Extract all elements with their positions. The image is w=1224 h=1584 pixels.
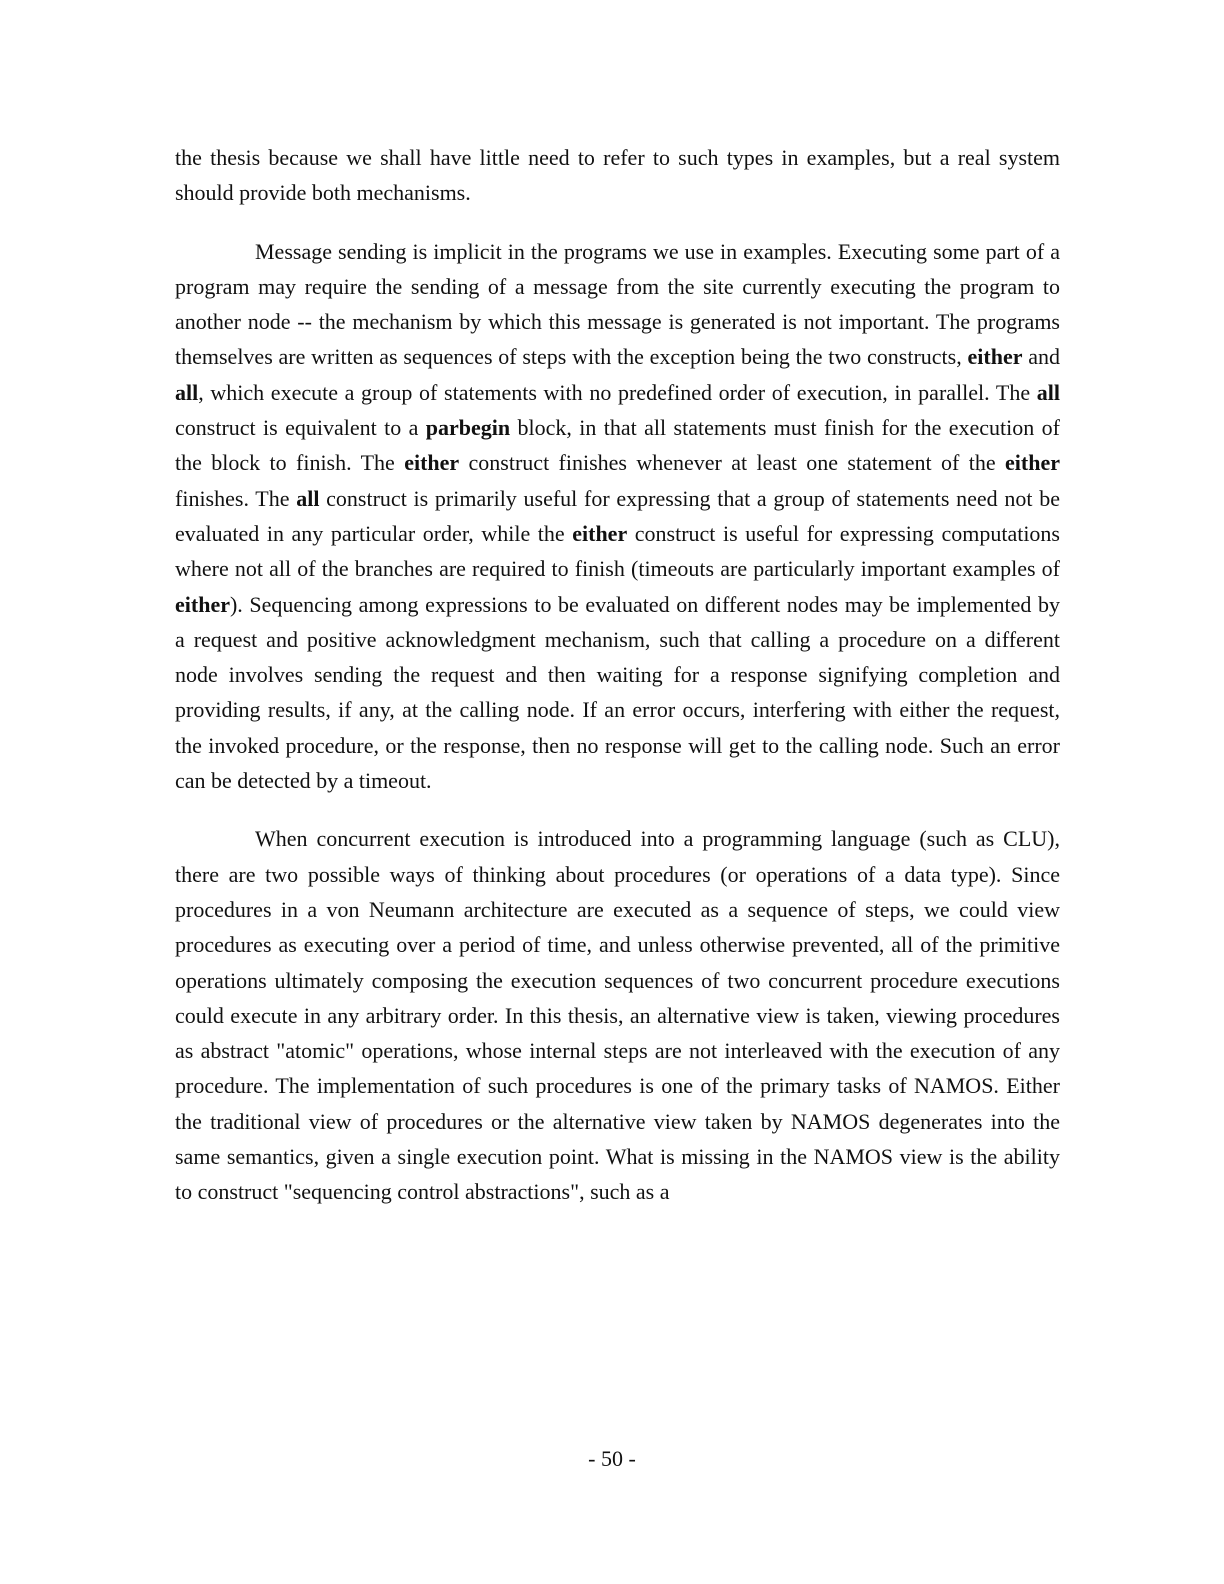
page-body bbox=[175, 140, 1060, 1210]
paragraph-1 bbox=[175, 140, 1060, 211]
paragraph-2-text: construct is primarily useful for expressing that a group of statements need not be evaluated in any particular order, while the bbox=[175, 485, 1060, 546]
paragraph-3 bbox=[175, 821, 1060, 1209]
keyword-either: either bbox=[175, 591, 230, 617]
keyword-all: all bbox=[175, 379, 199, 405]
paragraph-2-text: construct is useful for expressing computations where not all of the branches are required to finish (timeouts are particularly important examples of bbox=[175, 520, 1060, 582]
paragraph-2-text: Message sending is implicit in the programs we use in examples. Executing some part of a program may require the sending of a message from the site currently executing the program to another node -- the mechanism by which this message is generated is not important. The programs themselves are written as sequences of steps with the exception being the two constructs, bbox=[175, 238, 1060, 370]
paragraph-3-text: When concurrent execution is introduced into a programming language (such as CLU), there are two possible ways of thinking about procedures (or operations of a data type). Since procedures in a von Neumann architecture are executed as a sequence of steps, we could view procedures as executing over a period of time, and unless otherwise prevented, all of the primitive operations ultimately composing the execution sequences of two concurrent procedure executions could execute in any arbitrary order. In this thesis, an alternative view is taken, viewing procedures as abstract "atomic" operations, whose internal steps are not interleaved with the execution of any procedure. The implementation of such procedures is one of the primary tasks of NAMOS. Either the traditional view of procedures or the alternative view taken by NAMOS degenerates into the same semantics, given a single execution point. What is missing in the NAMOS view is the ability to construct "sequencing control abstractions", such as a bbox=[175, 826, 1060, 1205]
keyword-either: either bbox=[1005, 450, 1060, 476]
paragraph-2-text: and bbox=[1022, 344, 1061, 370]
paragraph-2-text: block, in that all statements must finish for the execution of the block to finish. The bbox=[175, 415, 1060, 476]
page-number: - 50 - bbox=[588, 1446, 636, 1471]
paragraph-2-text: finishes. The bbox=[175, 485, 297, 511]
paragraph-2-text: construct finishes whenever at least one statement of the bbox=[459, 450, 1006, 476]
paragraph-2-text: , which execute a group of statements with no predefined order of execution, in parallel. The bbox=[198, 379, 1037, 405]
paragraph-2-text: construct is equivalent to a bbox=[175, 415, 426, 441]
paragraph-1-text: the thesis because we shall have little need to refer to such types in examples, but a real system should provide both mechanisms. bbox=[175, 145, 1060, 206]
keyword-all: all bbox=[1036, 379, 1060, 405]
keyword-either: either bbox=[572, 520, 628, 546]
keyword-parbegin: parbegin bbox=[425, 415, 511, 441]
keyword-either: either bbox=[967, 344, 1023, 370]
paragraph-2 bbox=[175, 234, 1060, 799]
keyword-all: all bbox=[296, 485, 320, 511]
keyword-either: either bbox=[404, 450, 460, 476]
paragraph-2-text: ). Sequencing among expressions to be evaluated on different nodes may be implemented by a request and positive acknowledgment mechanism, such that calling a procedure on a different node involves sending the request and then waiting for a response signifying completion and providing results, if any, at the calling node. If an error occurs, interfering with either the request, the invoked procedure, or the response, then no response will get to the calling node. Such an error can be detected by a timeout. bbox=[175, 591, 1060, 794]
